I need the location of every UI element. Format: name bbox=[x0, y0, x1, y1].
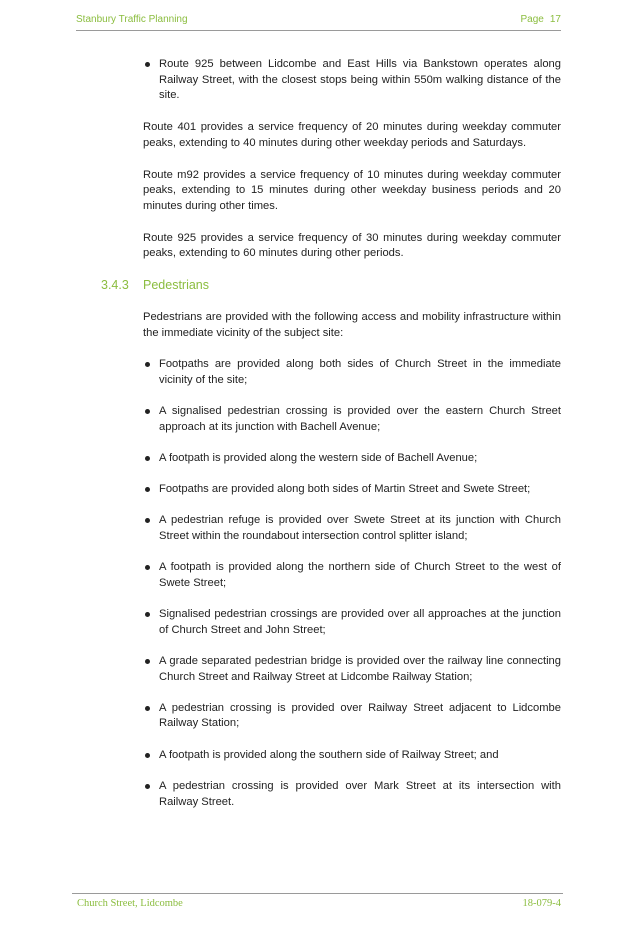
list-item: A pedestrian refuge is provided over Swete Street at its junction with Church Street within the roundabout intersection control splitter island; bbox=[143, 513, 561, 544]
list-item: A pedestrian crossing is provided over Railway Street adjacent to Lidcombe Railway Station; bbox=[143, 701, 561, 732]
page-number: 17 bbox=[549, 14, 561, 25]
section-heading bbox=[101, 278, 561, 294]
paragraph-route-m92: Route m92 provides a service frequency of 10 minutes during weekday commuter peaks, extending to 15 minutes during other weekday business periods and 20 minutes during other times. bbox=[143, 168, 561, 212]
list-item: A pedestrian crossing is provided over Mark Street at its intersection with Railway Street. bbox=[143, 779, 561, 810]
list-item: Footpaths are provided along both sides of Martin Street and Swete Street; bbox=[143, 482, 561, 498]
page-footer bbox=[72, 893, 563, 909]
footer-reference: 18-079-4 bbox=[522, 898, 561, 909]
list-item: A footpath is provided along the northern side of Church Street to the west of Swete Street; bbox=[143, 560, 561, 591]
footer-location: Church Street, Lidcombe bbox=[77, 898, 183, 909]
page-label: Page bbox=[520, 14, 544, 25]
pedestrian-bullet-list bbox=[143, 357, 561, 810]
list-item: Footpaths are provided along both sides of Church Street in the immediate vicinity of the site; bbox=[143, 357, 561, 388]
paragraph-route-925: Route 925 provides a service frequency of 30 minutes during weekday commuter peaks, extending to 60 minutes during other periods. bbox=[143, 231, 561, 260]
section-number: 3.4.3 bbox=[101, 278, 129, 293]
list-item: A footpath is provided along the southern side of Railway Street; and bbox=[143, 748, 561, 764]
company-name: Stanbury Traffic Planning bbox=[76, 14, 188, 25]
list-item: A signalised pedestrian crossing is provided over the eastern Church Street approach at its junction with Bachell Avenue; bbox=[143, 404, 561, 435]
section-title: Pedestrians bbox=[143, 278, 210, 293]
list-item: Signalised pedestrian crossings are provided over all approaches at the junction of Church Street and John Street; bbox=[143, 607, 561, 638]
list-item: A footpath is provided along the western side of Bachell Avenue; bbox=[143, 451, 561, 467]
route-bullet-list bbox=[143, 57, 561, 104]
page-indicator bbox=[521, 14, 561, 25]
paragraph-route-401: Route 401 provides a service frequency of 20 minutes during weekday commuter peaks, extending to 40 minutes during other weekday periods and Saturdays. bbox=[143, 121, 561, 149]
section-intro: Pedestrians are provided with the following access and mobility infrastructure within the immediate vicinity of the subject site: bbox=[143, 311, 561, 339]
list-item: Route 925 between Lidcombe and East Hills via Bankstown operates along Railway Street, with the closest stops being within 550m walking distance of the site. bbox=[143, 57, 561, 104]
document-body bbox=[101, 57, 561, 810]
list-item: A grade separated pedestrian bridge is provided over the railway line connecting Church Street and Railway Street at Lidcombe Railway Station; bbox=[143, 654, 561, 685]
page-header bbox=[76, 14, 561, 31]
